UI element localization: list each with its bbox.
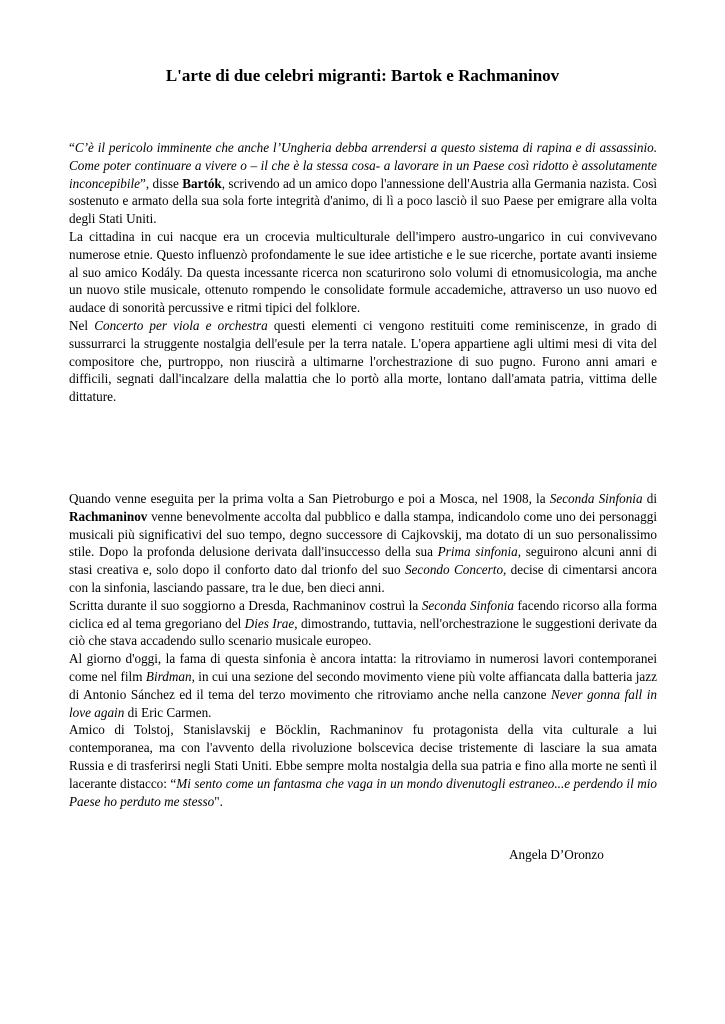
- song-title: Never gonna fall in love again: [69, 686, 657, 720]
- work-title-viola-concerto: Concerto per viola e orchestra: [94, 317, 268, 333]
- rachmaninov-quote: Mi sento come un fantasma che vaga in un mondo divenutogli estraneo...e perdendo il mio Paese ho perduto me stesso: [69, 775, 657, 809]
- work-title-second-symphony: Seconda Sinfonia: [421, 597, 514, 613]
- paragraph-text: , seguirono alcuni anni di stasi creativa e, solo dopo il conforto dato dal trionfo del suo: [69, 544, 658, 578]
- rachmaninov-paragraph-2: [69, 597, 657, 650]
- paragraph-text: Nel: [69, 317, 95, 333]
- paragraph-text: , scrivendo ad un amico dopo l'annessione dell'Austria alla Germania nazista. Così sostenuto e armato della sua sola forte integrità d'animo, di lì a poco lasciò il suo Paese per emigrare alla volta degli Stati Uniti.: [69, 175, 657, 227]
- rachmaninov-paragraph-1: [69, 490, 657, 597]
- paragraph-text: Amico di Tolstoj, Stanislavskij e Böcklin, Rachmaninov fu protagonista della vita culturale a lui contemporanea, ma con l'avvento della rivoluzione bolscevica decise tristemente di lasciare la sua amata Russia e di trasferirsi negli Stati Uniti. Ebbe sempre molta nostalgia della sua patria e fino alla morte ne sentì il lacerante distacco: “: [69, 722, 657, 791]
- work-title-dies-irae: Dies Irae: [244, 615, 295, 631]
- rachmaninov-paragraph-4: [69, 721, 657, 810]
- paragraph-text: venne benevolmente accolta dal pubblico e dalla stampa, indicandolo come uno dei personaggi musicali più significativi del suo tempo, degno successore di Cajkovskij, ma dotato di un suo personalissimo stile. Dopo la profonda delusione derivata dall'insuccesso della sua: [69, 508, 657, 560]
- paragraph-text: in cui una sezione del secondo movimento viene più volte affiancata dalla batteria jazz di Antonio Sánchez ed il tema del terzo movimento che ritroviamo anche nella canzone: [69, 668, 657, 702]
- paragraph-text: facendo ricorso alla forma ciclica ed al tema gregoriano del: [69, 597, 657, 631]
- composer-name-rachmaninov: Rachmaninov: [69, 508, 148, 524]
- composer-name-bartok: Bartók: [182, 175, 222, 191]
- paragraph-text: Quando venne eseguita per la prima volta a San Pietroburgo e poi a Mosca, nel 1908, la: [69, 491, 550, 506]
- bartok-paragraph-2: La cittadina in cui nacque era un crocevia multiculturale dell'impero austro-ungarico in cui convivevano numerose etnie. Questo influenzò profondamente le sue idee artistiche e le sue ricerche, portate avanti insieme al suo amico Kodály. Da questa incessante ricerca non scaturirono solo volumi di etnomusicologia, ma anche un nuovo stile musicale, ottenuto rompendo le consolidate formule accademiche, attraverso un uso nuovo ed audace di sonorità percussive e ritmi tipici del folklore.: [69, 228, 657, 316]
- paragraph-text: Scritta durante il suo soggiorno a Dresda, Rachmaninov costruì la: [69, 597, 422, 613]
- paragraph-text: di: [642, 491, 657, 506]
- quote-attribution: ”, disse: [140, 175, 183, 191]
- bartok-section: [69, 139, 657, 406]
- work-title-first-symphony: Prima sinfonia: [437, 544, 518, 560]
- paragraph-text: , dimostrando, tuttavia, nell'orchestrazione le suggestioni derivate da ciò che stava accadendo sullo scenario musicale europeo.: [69, 615, 657, 649]
- paragraph-text: Al giorno d'oggi, la fama di questa sinfonia è ancora intatta: la ritroviamo in numerosi lavori contemporanei come nel film: [69, 651, 657, 684]
- paragraph-text: di Eric Carmen.: [124, 704, 212, 720]
- work-title-second-concerto: Secondo Concerto,: [404, 562, 507, 578]
- bartok-paragraph-3: [69, 317, 657, 406]
- rachmaninov-paragraph-3: [69, 650, 657, 721]
- close-quote: ".: [214, 793, 223, 809]
- paragraph-text: questi elementi ci vengono restituiti come reminiscenze, in grado di sussurrarci la struggente nostalgia dell'esule per la terra natale. L'opera appartiene agli ultimi mesi di vita del compositore che, purtroppo, non riuscirà a ultimarne l'orchestrazione di suo pugno. Furono anni amari e difficili, segnati dall'incalzare della malattia che lo portò alla morte, lontano dall'amata patria, vittima delle dittature.: [69, 317, 657, 405]
- bartok-paragraph-1: [69, 139, 657, 228]
- work-title-second-symphony: Seconda Sinfonia: [549, 491, 643, 506]
- paragraph-text: decise di cimentarsi ancora con la sinfonia, lasciando passare, tra le due, ben dieci anni.: [69, 562, 657, 595]
- film-title-birdman: Birdman,: [145, 668, 195, 684]
- page-title: L'arte di due celebri migranti: Bartok e Rachmaninov: [165, 66, 560, 85]
- open-quote: “: [69, 140, 75, 155]
- bartok-quote: C’è il pericolo imminente che anche l’Ungheria debba arrendersi a questo sistema di rapina e di assassinio. Come poter continuare a vivere o – il che è la stessa cosa- a lavorare in un Paese così ridotto è assolutamente inconcepibile: [69, 140, 657, 191]
- rachmaninov-section: [69, 490, 657, 810]
- author-signature: Angela D’Oronzo: [509, 847, 604, 862]
